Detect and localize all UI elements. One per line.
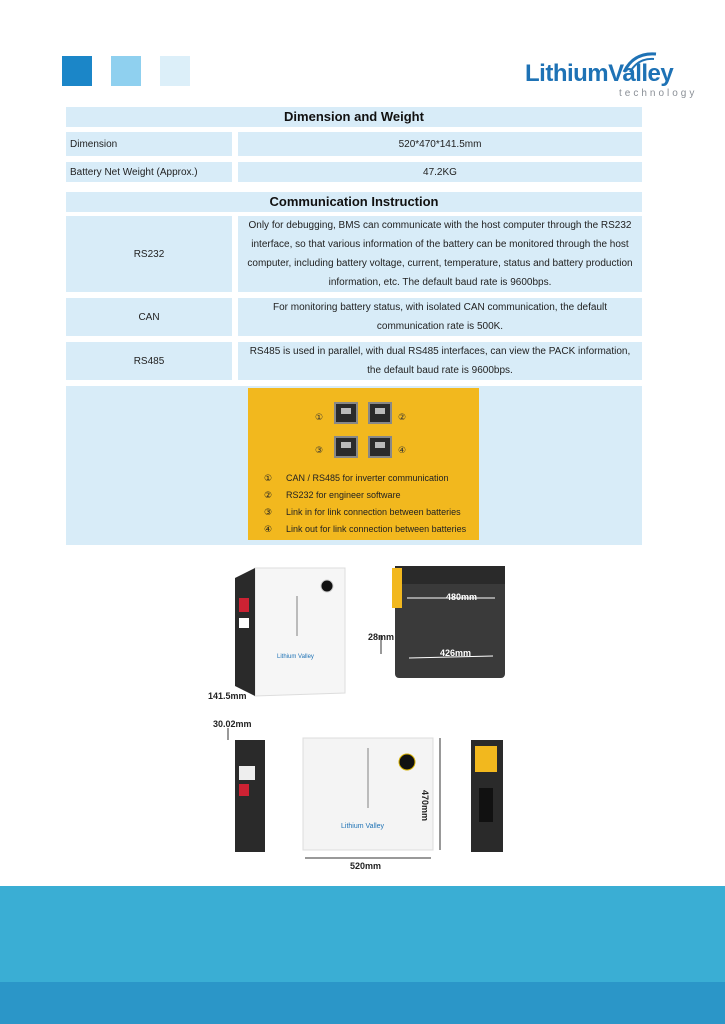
logo-word-2: alley — [622, 60, 674, 87]
weight-value: 47.2KG — [238, 162, 642, 182]
footer-band-top — [0, 886, 725, 982]
dimension-label: Dimension — [66, 132, 232, 156]
legend-item: ④ Link out for link connection between batteries — [264, 524, 467, 534]
communication-section-title: Communication Instruction — [66, 192, 642, 212]
decor-square-mid — [111, 56, 141, 86]
device-logo: Lithium Valley — [277, 654, 314, 660]
port-number-4: ④ — [398, 445, 407, 455]
logo-subtitle: technology — [619, 88, 698, 99]
svg-text:Lithium Valley: Lithium Valley — [341, 823, 385, 830]
logo-word-1: Lithium — [525, 60, 609, 87]
port-number-3: ③ — [315, 445, 324, 455]
port-number-2: ② — [398, 412, 407, 422]
dimension-value: 520*470*141.5mm — [238, 132, 642, 156]
bracket-width-label: 480mm — [446, 592, 478, 602]
height-label: 470mm — [420, 790, 430, 822]
port-4-icon — [368, 436, 392, 458]
legend-item: ③ Link in for link connection between batteries — [264, 507, 461, 517]
decor-square-dark — [62, 56, 92, 86]
legend-item: ② RS232 for engineer software — [264, 490, 401, 500]
port-2-icon — [368, 402, 392, 424]
footer-band-bottom — [0, 982, 725, 1024]
bracket-inner-label: 426mm — [440, 648, 472, 658]
rs485-label: RS485 — [66, 342, 232, 380]
rs485-description: RS485 is used in parallel, with dual RS485 interfaces, can view the PACK information, the default baud rate is 9600bps. — [238, 342, 642, 380]
battery-photo-views — [195, 718, 535, 868]
logo-wordmark — [525, 60, 673, 88]
depth-label: 141.5mm — [208, 691, 247, 701]
logo-v-glyph: V — [608, 60, 623, 87]
rs232-label: RS232 — [66, 216, 232, 292]
can-description: For monitoring battery status, with isolated CAN communication, the default communication rate is 500K. — [238, 298, 642, 336]
side-depth-label: 30.02mm — [213, 719, 252, 729]
decor-square-light — [160, 56, 190, 86]
weight-label: Battery Net Weight (Approx.) — [66, 162, 232, 182]
dimension-section-title: Dimension and Weight — [66, 107, 642, 127]
battery-photo-front-angle — [195, 558, 535, 708]
width-label: 520mm — [350, 861, 382, 871]
legend-item: ① CAN / RS485 for inverter communication — [264, 473, 449, 483]
port-number-1: ① — [315, 412, 324, 422]
rs232-description: Only for debugging, BMS can communicate with the host computer through the RS232 interface, so that various information of the battery can be monitored through the host computer, including battery voltage, current, temperature, status and battery production information, etc. The default baud rate is 9600bps. — [238, 216, 642, 292]
brand-logo — [525, 50, 698, 100]
port-1-icon — [334, 402, 358, 424]
port-3-icon — [334, 436, 358, 458]
can-label: CAN — [66, 298, 232, 336]
bracket-gap-label: 28mm — [368, 632, 395, 642]
